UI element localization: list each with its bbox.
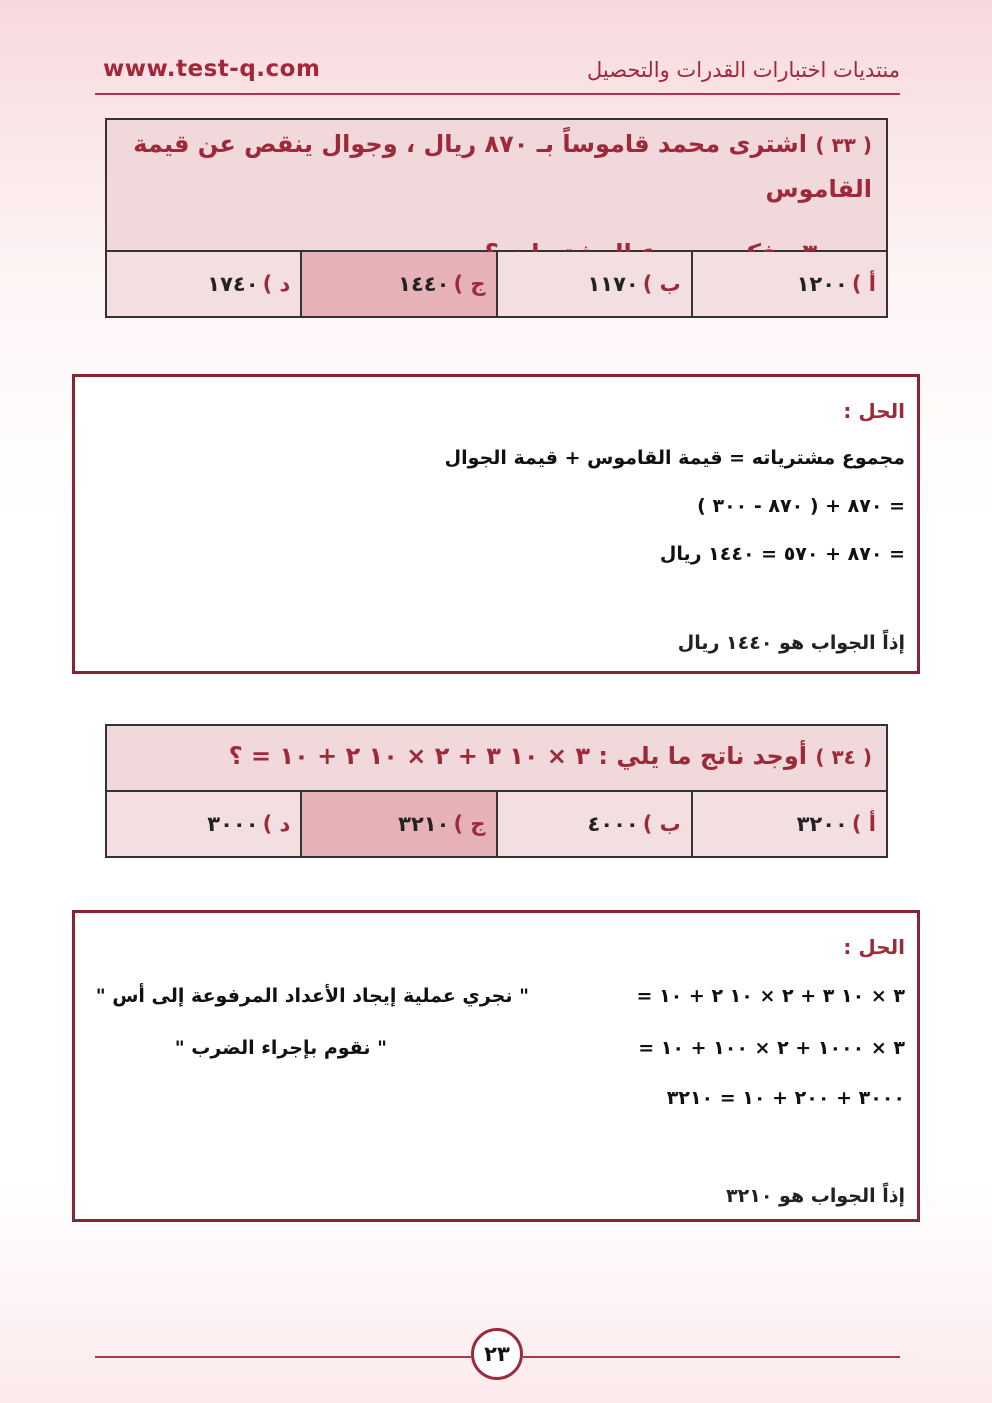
solution-33-line-2: = ٨٧٠ + ( ٨٧٠ - ٣٠٠ ) (697, 495, 905, 517)
solution-34-line-3: ٣٠٠٠ + ٢٠٠ + ١٠ = ٣٢١٠ (666, 1087, 905, 1109)
solution-34-box (72, 910, 920, 1222)
option-c-letter: ج ) (453, 272, 486, 296)
option-a[interactable] (691, 792, 886, 856)
option-d[interactable] (107, 792, 300, 856)
option-d[interactable] (107, 252, 300, 316)
question-33-text (107, 120, 886, 252)
option-c-correct[interactable] (300, 252, 495, 316)
question-33-number: ( ٣٣ ) (815, 133, 872, 157)
option-b[interactable] (496, 252, 691, 316)
option-a-value: ٣٢٠٠ (796, 812, 848, 836)
solution-34-note-1: " نجري عملية إيجاد الأعداد المرفوعة إلى أس " (95, 985, 529, 1007)
solution-34-line-2: ٣ × ١٠٠٠ + ٢ × ١٠٠ + ١٠ = (638, 1037, 905, 1059)
question-34-box (105, 724, 888, 858)
option-d-value: ٣٠٠٠ (207, 812, 259, 836)
option-a[interactable] (691, 252, 886, 316)
option-b-value: ٤٠٠٠ (587, 812, 639, 836)
option-a-value: ١٢٠٠ (796, 272, 848, 296)
option-a-letter: أ ) (851, 812, 876, 836)
solution-33-head: الحل : (843, 399, 905, 423)
option-d-letter: د ) (262, 812, 291, 836)
question-34-text (107, 726, 886, 792)
solution-34-head: الحل : (843, 935, 905, 959)
option-c-letter: ج ) (453, 812, 486, 836)
question-34-options (107, 792, 886, 856)
solution-33-line-1: مجموع مشترياته = قيمة القاموس + قيمة الجوال (444, 447, 905, 469)
question-33-options (107, 252, 886, 316)
option-b-value: ١١٧٠ (587, 272, 639, 296)
question-33-line-1: اشترى محمد قاموساً بـ ٨٧٠ ريال ، وجوال ينقص عن قيمة القاموس (133, 130, 872, 203)
option-d-value: ١٧٤٠ (207, 272, 259, 296)
site-name: منتديات اختبارات القدرات والتحصيل (587, 58, 900, 82)
solution-33-line-3: = ٨٧٠ + ٥٧٠ = ١٤٤٠ ريال (659, 543, 905, 565)
option-c-correct[interactable] (300, 792, 495, 856)
option-c-value: ٣٢١٠ (398, 812, 450, 836)
footer-rule-right (523, 1356, 900, 1358)
solution-33-box (72, 374, 920, 674)
header-rule (95, 93, 900, 95)
solution-33-answer: إذاً الجواب هو ١٤٤٠ ريال (677, 632, 905, 654)
option-d-letter: د ) (262, 272, 291, 296)
option-a-letter: أ ) (851, 272, 876, 296)
option-b[interactable] (496, 792, 691, 856)
question-34-number: ( ٣٤ ) (815, 745, 872, 769)
option-b-letter: ب ) (642, 812, 681, 836)
solution-34-answer: إذاً الجواب هو ٣٢١٠ (726, 1185, 905, 1207)
site-url[interactable]: www.test-q.com (103, 56, 321, 82)
question-33-box (105, 118, 888, 318)
solution-34-note-2: " نقوم بإجراء الضرب " (174, 1037, 387, 1059)
solution-34-line-1: ٣ × ١٠ ٣ + ٢ × ١٠ ٢ + ١٠ = (636, 985, 905, 1007)
option-c-value: ١٤٤٠ (398, 272, 450, 296)
footer-rule-left (95, 1356, 471, 1358)
question-34-line: أوجد ناتج ما يلي : ٣ × ١٠ ٣ + ٢ × ١٠ ٢ + ١٠ = ؟ (228, 742, 807, 770)
option-b-letter: ب ) (642, 272, 681, 296)
page-number: ٢٣ (471, 1328, 523, 1380)
